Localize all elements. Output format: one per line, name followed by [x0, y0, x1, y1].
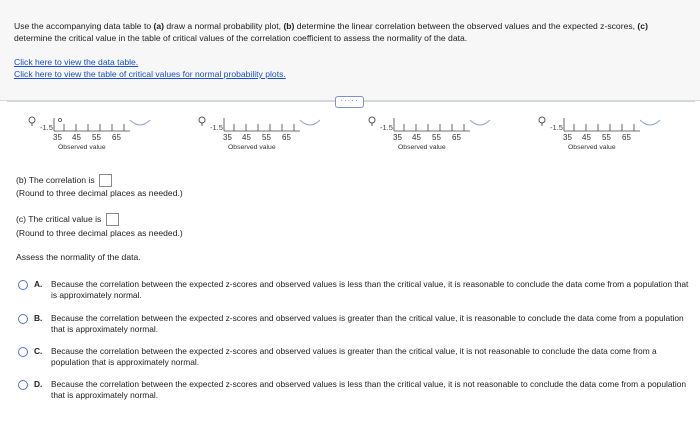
- correlation-input[interactable]: [99, 174, 112, 187]
- part-c-label: (c) The critical value is: [16, 213, 102, 224]
- x-axis-label: Observed value: [568, 144, 616, 151]
- data-table-link[interactable]: Click here to view the data table.: [14, 57, 139, 67]
- part-b-marker: (b): [283, 21, 295, 31]
- option-letter: C.: [34, 346, 43, 356]
- plot-option-1[interactable]: [28, 114, 158, 154]
- x-tick-label: 45: [412, 133, 421, 142]
- question-part-b: determine the linear correlation between the observed values and the expected z-scores,: [294, 21, 638, 31]
- plot-axis: [222, 116, 302, 134]
- plot-axis: [562, 116, 642, 134]
- y-tick-label: -1.5: [210, 123, 223, 132]
- x-tick-label: 35: [223, 133, 232, 142]
- x-tick-label: 35: [53, 133, 62, 142]
- curve-mark: [128, 118, 152, 130]
- question-header: [0, 0, 700, 101]
- part-c-prompt: [16, 213, 119, 226]
- part-c-marker: (c): [637, 21, 648, 31]
- y-tick-label: -1.5: [380, 123, 393, 132]
- plot-option-2[interactable]: [198, 114, 328, 154]
- y-tick-label: -1.5: [550, 123, 563, 132]
- assess-normality-prompt: Assess the normality of the data.: [16, 252, 141, 262]
- option-text: Because the correlation between the expected z-scores and observed values is less than the critical value, it is not reasonable to conclude the data come from a population that is approximately normal.: [51, 379, 687, 400]
- x-axis-label: Observed value: [398, 144, 446, 151]
- x-tick-label: 45: [242, 133, 251, 142]
- y-tick-label: -1.5: [40, 123, 53, 132]
- x-tick-label: 45: [582, 133, 591, 142]
- magnifier-icon[interactable]: [538, 116, 547, 128]
- x-tick-label: 55: [602, 133, 611, 142]
- part-a-marker: (a): [153, 21, 165, 31]
- magnifier-icon[interactable]: [368, 116, 377, 128]
- question-part-a: draw a normal probability plot,: [164, 21, 284, 31]
- question-text: [14, 20, 686, 44]
- radio-button[interactable]: [18, 380, 28, 390]
- question-part-c: determine the critical value in the table of critical values of the correlation coefficient to assess the normality of the data.: [14, 33, 468, 43]
- part-c-hint: (Round to three decimal places as needed.): [16, 228, 183, 238]
- critical-value-input[interactable]: [106, 213, 119, 226]
- expand-more-button[interactable]: ·····: [335, 96, 364, 108]
- part-b-prompt: [16, 174, 112, 187]
- option-letter: B.: [34, 313, 43, 323]
- x-axis-label: Observed value: [58, 144, 106, 151]
- x-tick-label: 35: [393, 133, 402, 142]
- x-tick-label: 55: [262, 133, 271, 142]
- radio-button[interactable]: [18, 347, 28, 357]
- x-tick-label: 65: [622, 133, 631, 142]
- option-letter: D.: [34, 379, 43, 389]
- radio-button[interactable]: [18, 314, 28, 324]
- plot-option-4[interactable]: [538, 114, 668, 154]
- part-b-hint: (Round to three decimal places as needed.): [16, 188, 183, 198]
- plot-option-3[interactable]: [368, 114, 498, 154]
- x-tick-label: 55: [432, 133, 441, 142]
- x-axis-label: Observed value: [228, 144, 276, 151]
- x-tick-label: 35: [563, 133, 572, 142]
- x-tick-label: 65: [112, 133, 121, 142]
- magnifier-icon[interactable]: [28, 116, 37, 128]
- x-tick-label: 45: [72, 133, 81, 142]
- option-text: Because the correlation between the expected z-scores and observed values is greater than the critical value, it is not reasonable to conclude the data come from a population that is approximately normal.: [51, 346, 657, 367]
- radio-button[interactable]: [18, 280, 28, 290]
- plot-axis: [52, 116, 132, 134]
- option-letter: A.: [34, 279, 43, 289]
- part-b-label: (b) The correlation is: [16, 174, 95, 185]
- critical-values-link[interactable]: Click here to view the table of critical values for normal probability plots.: [14, 69, 286, 79]
- x-tick-label: 65: [452, 133, 461, 142]
- question-prefix: Use the accompanying data table to: [14, 21, 154, 31]
- plot-axis: [392, 116, 472, 134]
- option-text: Because the correlation between the expected z-scores and observed values is greater than the critical value, it is reasonable to conclude the data come from a population that is approximately normal.: [51, 313, 684, 334]
- curve-mark: [638, 118, 662, 130]
- curve-mark: [298, 118, 322, 130]
- option-text: Because the correlation between the expected z-scores and observed values is less than the critical value, it is reasonable to conclude the data come from a population that is approximately normal.: [51, 279, 689, 300]
- magnifier-icon[interactable]: [198, 116, 207, 128]
- x-tick-label: 55: [92, 133, 101, 142]
- curve-mark: [468, 118, 492, 130]
- x-tick-label: 65: [282, 133, 291, 142]
